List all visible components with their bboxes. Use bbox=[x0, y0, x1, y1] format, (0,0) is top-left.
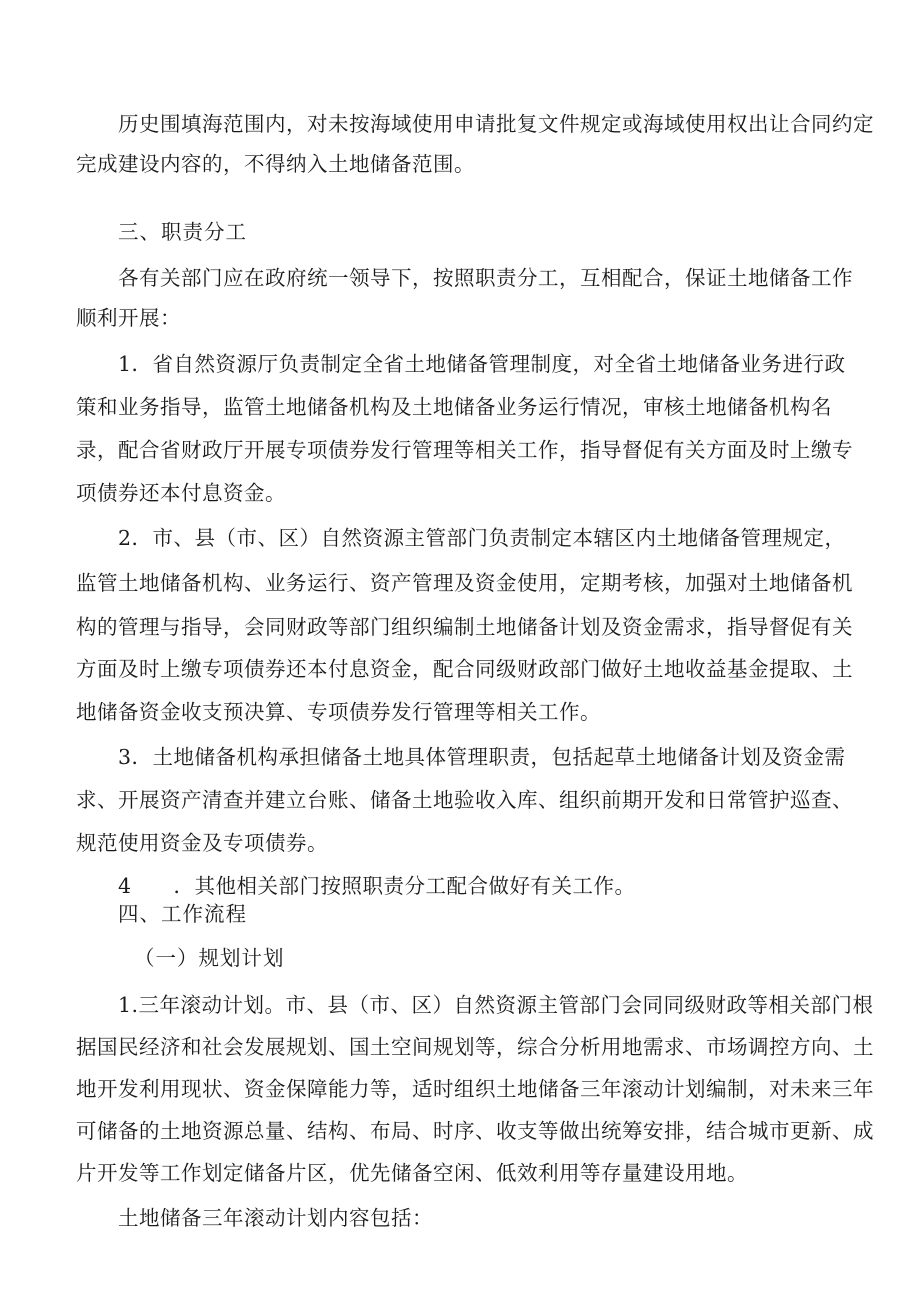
text-line-23: 地开发利用现状、资金保障能力等，适时组织土地储备三年滚动计划编制，对未来三年 bbox=[76, 1077, 874, 1101]
text-line-5: 顺利开展： bbox=[76, 306, 181, 330]
text-line-12: 构的管理与指导，会同财政等部门组织编制土地储备计划及资金需求，指导督促有关 bbox=[76, 615, 853, 639]
text-line-6: 1．省自然资源厅负责制定全省土地储备管理制度，对全省土地储备业务进行政 bbox=[118, 352, 846, 376]
text-line-26: 土地储备三年滚动计划内容包括： bbox=[118, 1206, 433, 1230]
subsection-heading-20: （一）规划计划 bbox=[134, 946, 285, 970]
text-line-2: 完成建设内容的，不得纳入土地储备范围。 bbox=[76, 152, 475, 176]
text-line-18: 4 ．其他相关部门按照职责分工配合做好有关工作。 bbox=[118, 874, 636, 898]
text-line-4: 各有关部门应在政府统一领导下，按照职责分工，互相配合，保证土地储备工作 bbox=[118, 266, 853, 290]
text-line-1: 历史围填海范围内，对未按海域使用申请批复文件规定或海域使用权出让合同约定 bbox=[118, 112, 874, 136]
text-line-11: 监管土地储备机构、业务运行、资产管理及资金使用，定期考核，加强对土地储备机 bbox=[76, 571, 853, 595]
text-line-8: 录，配合省财政厅开展专项债券发行管理等相关工作，指导督促有关方面及时上缴专 bbox=[76, 438, 853, 462]
text-line-24: 可储备的土地资源总量、结构、布局、时序、收支等做出统筹安排，结合城市更新、成 bbox=[76, 1119, 874, 1143]
section-heading-3: 三、职责分工 bbox=[118, 220, 247, 244]
text-line-13: 方面及时上缴专项债券还本付息资金，配合同级财政部门做好土地收益基金提取、土 bbox=[76, 657, 853, 681]
text-line-14: 地储备资金收支预决算、专项债券发行管理等相关工作。 bbox=[76, 700, 601, 724]
text-line-16: 求、开展资产清查并建立台账、储备土地验收入库、组织前期开发和日常管护巡查、 bbox=[76, 788, 853, 812]
text-line-15: 3．土地储备机构承担储备土地具体管理职责，包括起草土地储备计划及资金需 bbox=[118, 745, 846, 769]
text-line-7: 策和业务指导，监管土地储备机构及土地储备业务运行情况，审核土地储备机构名 bbox=[76, 395, 832, 419]
section-heading-19: 四、工作流程 bbox=[118, 902, 247, 926]
text-line-22: 据国民经济和社会发展规划、国土空间规划等，综合分析用地需求、市场调控方向、土 bbox=[76, 1035, 874, 1059]
text-line-25: 片开发等工作划定储备片区，优先储备空闲、低效利用等存量建设用地。 bbox=[76, 1161, 748, 1185]
text-line-21: 1.三年滚动计划。市、县（市、区）自然资源主管部门会同同级财政等相关部门根 bbox=[118, 993, 874, 1017]
text-line-10: 2．市、县（市、区）自然资源主管部门负责制定本辖区内土地储备管理规定， bbox=[118, 526, 846, 550]
text-line-17: 规范使用资金及专项债券。 bbox=[76, 831, 328, 855]
text-line-9: 项债券还本付息资金。 bbox=[76, 481, 286, 505]
